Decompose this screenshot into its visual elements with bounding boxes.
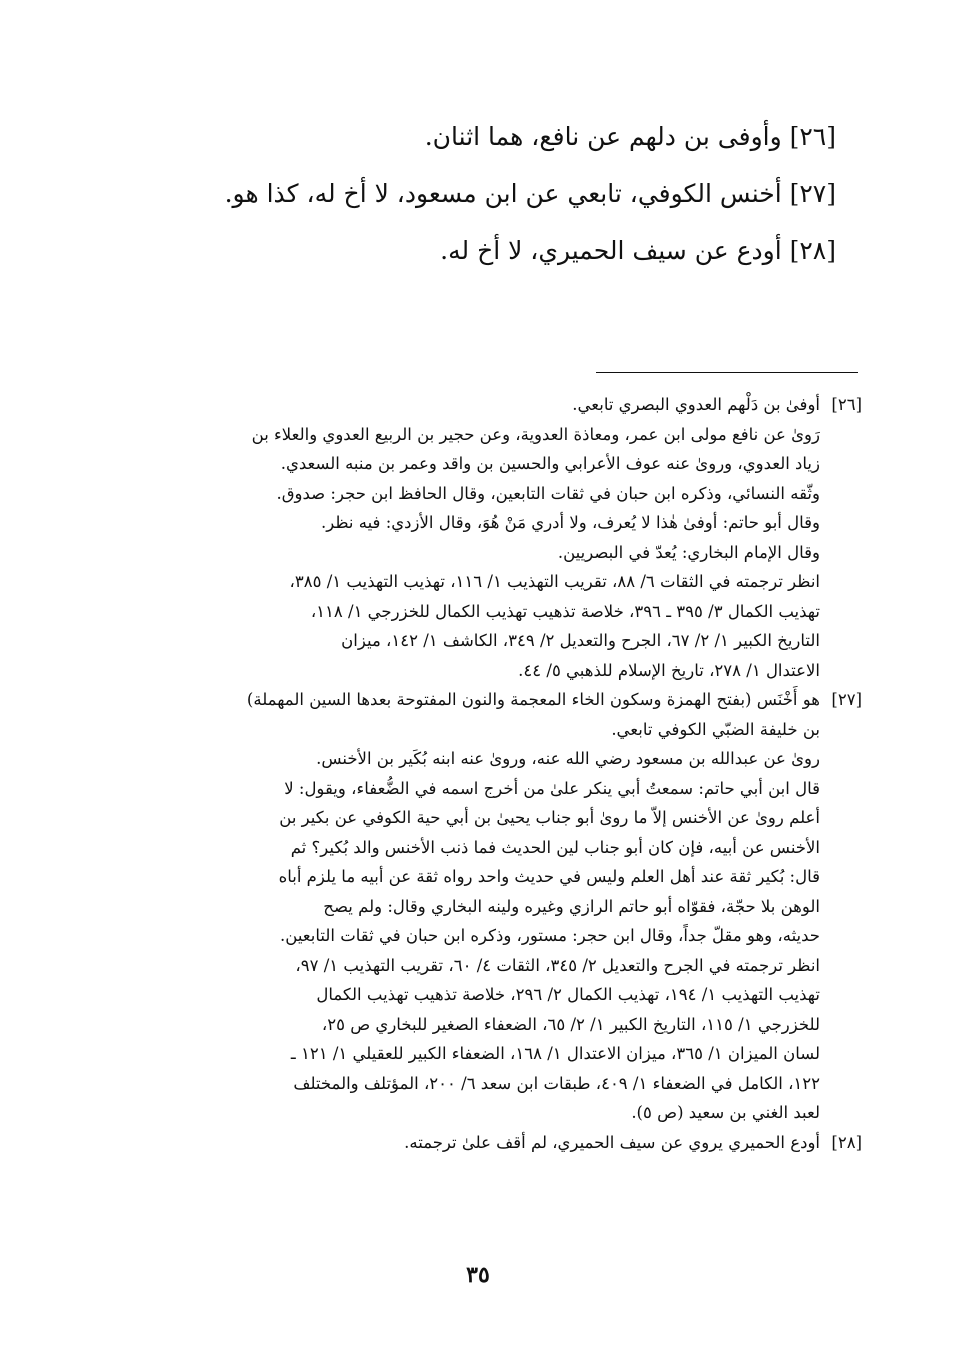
footnote-line: تهذيب التهذيب ١/ ١٩٤، تهذيب الكمال ٢/ ٢٩٦، خلاصة تذهيب تهذيب الكمال [316, 985, 820, 1004]
footnote-line: وقال الإمام البخاري: يُعدّ في البصريين. [557, 542, 820, 562]
footnote-line: روىٰ عن عبدالله بن مسعود رضي الله عنه، وروىٰ عنه ابنه بُكَير بن الأخنس. [316, 749, 820, 768]
footnote-line: أوفىٰ بن دَلْهم العدوي البصري تابعي. [572, 395, 820, 414]
footnote-line: قال ابن أبي حاتم: سمعتُ أبي ينكر علىٰ من أخرج اسمه في الضُّعفاء، ويقول: لا [284, 778, 820, 798]
footnote-line: وثّقه النسائي، وذكره ابن حبان في ثقات التابعين، وقال الحافظ ابن حجر: صدوق. [276, 483, 820, 503]
footnote-line: أودع الحميري يروي عن سيف الحميري، لم أقف علىٰ ترجمته. [404, 1132, 820, 1152]
footnote-line: بن خليفة الضبّي الكوفي تابعي. [611, 719, 820, 739]
footnote-line: رَوىٰ عن نافع مولى ابن عمر، ومعاذة العدوية، وعن حجير بن الربيع العدوي والعلاء بن [251, 424, 820, 444]
footnote-line: الاعتدال ١/ ٢٧٨، تاريخ الإسلام للذهبي ٥/ ٤٤. [518, 660, 820, 680]
footnote-line: الأخنس عن أبيه، فإن كان أبو جناب لين الحديث فما ذنب الأخنس والد بُكير؟ ثم [290, 837, 820, 857]
footnote-28 [88, 1128, 862, 1158]
main-entry-26: [٢٦] وأوفى بن دلهم عن نافع، هما اثنان. [424, 122, 836, 151]
footnote-number: [٢٨] [831, 1132, 862, 1152]
footnote-line: التاريخ الكبير ١/ ٢/ ٦٧، الجرح والتعديل ٢/ ٣٤٩، الكاشف ١/ ١٤٢، ميزان [341, 631, 820, 650]
footnote-line: الوهن بلا حجّة، فقوّاه أبو حاتم الرازي وغيره ولينه البخاري وقال: ولم يصح [323, 896, 820, 916]
footnote-number: [٢٧] [831, 690, 862, 709]
footnote-separator [596, 372, 858, 373]
footnote-line: تهذيب الكمال ٣/ ٣٩٥ ـ ٣٩٦، خلاصة تذهيب تهذيب الكمال للخزرجي ١/ ١١٨، [310, 601, 820, 621]
footnote-line: أعلم روىٰ عن الأخنس إلاّ ما روىٰ أبو جناب يحيىٰ بن أبي حية الكوفي عن بكير بن [279, 808, 820, 827]
footnote-number: [٢٦] [831, 395, 862, 414]
footnote-body [88, 390, 820, 685]
footnote-line: انظر ترجمته في الجرح والتعديل ٢/ ٣٤٥، الثقات ٤/ ٦٠، تقريب التهذيب ١/ ٩٧، [295, 955, 820, 975]
footnote-line: انظر ترجمته في الثقات ٦/ ٨٨، تقريب التهذيب ١/ ١١٦، تهذيب التهذيب ١/ ٣٨٥، [289, 572, 820, 591]
footnote-line: زياد العدوي، وروىٰ عنه عوف الأعرابي والحسين بن واقد وعمر بن منبه السعدي. [280, 454, 820, 473]
footnote-body [88, 685, 820, 1128]
footnote-line: هو أَخْنَس (بفتح الهمزة وسكون الخاء المعجمة والنون المفتوحة بعدها السين المهملة) [246, 690, 820, 709]
footnotes [88, 390, 862, 1157]
footnote-line: للخزرجي ١/ ١١٥، التاريخ الكبير ١/ ٢/ ٦٥، الضعفاء الصغير للبخاري ص ٢٥، [321, 1014, 820, 1034]
footnote-line: وقال أبو حاتم: أوفىٰ هٰذا لا يُعرف، ولا أدري مَنْ هُوَ، وقال الأزدي: فيه نظر. [321, 513, 820, 532]
main-entry-27: [٢٧] أخنس الكوفي، تابعي عن ابن مسعود، لا أخ له، كذا هو. [224, 179, 836, 208]
footnote-line: قال: بُكير ثقة عند أهل العلم وليس في حديث واحد رواه ثقة عن أبيه ما يلزم أباه [278, 867, 820, 886]
main-text [116, 108, 836, 279]
page-number: ٣٥ [466, 1262, 490, 1288]
footnote-line: ١٢٢، الكامل في الضعفاء ١/ ٤٠٩، طبقات ابن سعد ٦/ ٢٠٠، المؤتلف والمختلف [293, 1073, 820, 1093]
footnote-27 [88, 685, 862, 1128]
footnote-body [88, 1128, 820, 1158]
footnote-line: لعبد الغني بن سعيد (ص ٥). [631, 1103, 820, 1122]
footnote-line: لسان الميزان ١/ ٣٦٥، ميزان الاعتدال ١/ ١٦٨، الضعفاء الكبير للعقيلي ١/ ١٢١ ـ [290, 1044, 820, 1063]
footnote-26 [88, 390, 862, 685]
main-entry-28: [٢٨] أودع عن سيف الحميري، لا أخ له. [440, 236, 836, 265]
footnote-line: حديثه، وهو مقلّ جداً، وقال ابن حجر: مستور، وذكره ابن حبان في ثقات التابعين. [280, 926, 820, 945]
